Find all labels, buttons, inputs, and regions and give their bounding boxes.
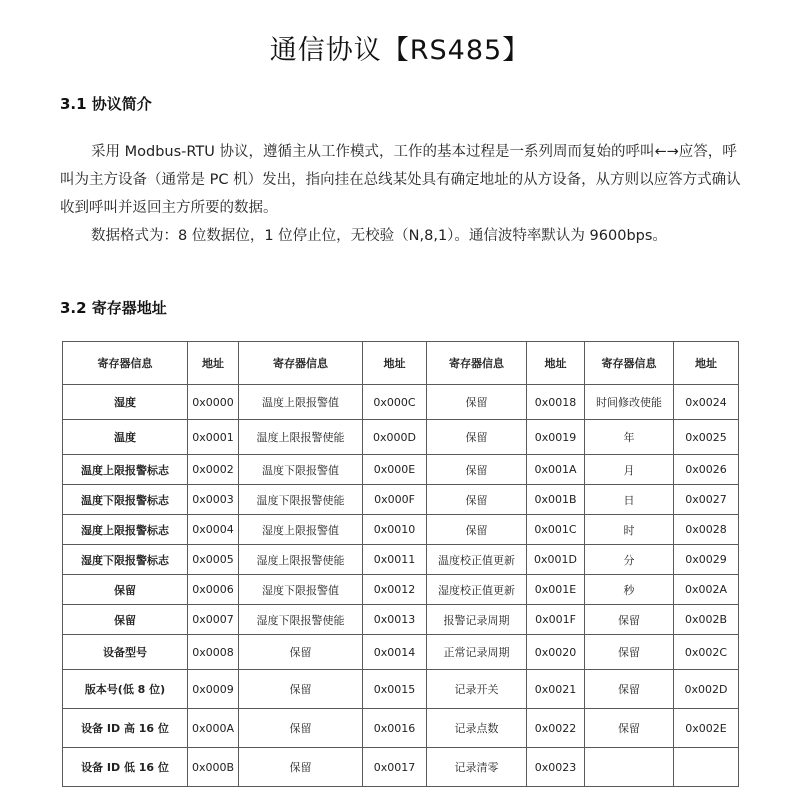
register-address-cell: 0x001D [527,545,585,575]
register-address-cell: 0x002B [674,605,739,635]
table-row [63,635,739,670]
table-row [63,420,739,455]
header-register-info: 寄存器信息 [427,342,527,385]
register-name-cell: 温度 [63,420,188,455]
register-address-cell: 0x0003 [188,485,239,515]
register-address-cell: 0x0024 [674,385,739,420]
register-address-cell: 0x000B [188,748,239,787]
table-row [63,605,739,635]
register-address-cell: 0x0000 [188,385,239,420]
register-address-cell: 0x002D [674,670,739,709]
register-address-cell: 0x001C [527,515,585,545]
register-name-cell: 温度上限报警值 [239,385,363,420]
header-address: 地址 [188,342,239,385]
register-name-cell: 温度下限报警使能 [239,485,363,515]
register-address-cell: 0x0016 [363,709,427,748]
register-name-cell: 湿度上限报警值 [239,515,363,545]
register-name-cell: 保留 [585,709,674,748]
register-address-cell: 0x0008 [188,635,239,670]
table-row [63,455,739,485]
register-address-cell: 0x0006 [188,575,239,605]
section-heading-register-address: 3.2 寄存器地址 [60,299,167,317]
register-name-cell: 保留 [239,635,363,670]
register-name-cell: 保留 [63,575,188,605]
header-address: 地址 [674,342,739,385]
register-address-cell: 0x001F [527,605,585,635]
header-register-info: 寄存器信息 [239,342,363,385]
register-name-cell: 湿度上限报警标志 [63,515,188,545]
register-address-cell: 0x0029 [674,545,739,575]
register-name-cell: 温度校正值更新 [427,545,527,575]
register-name-cell: 记录开关 [427,670,527,709]
table-row [63,670,739,709]
register-name-cell: 湿度上限报警使能 [239,545,363,575]
register-address-cell: 0x0009 [188,670,239,709]
register-address-cell: 0x0022 [527,709,585,748]
register-address-cell: 0x0019 [527,420,585,455]
register-name-cell [585,748,674,787]
table-row [63,485,739,515]
register-address-cell: 0x0007 [188,605,239,635]
register-name-cell: 报警记录周期 [427,605,527,635]
register-name-cell: 湿度下限报警使能 [239,605,363,635]
page-title: 通信协议【RS485】 [269,35,531,66]
register-address-cell: 0x0021 [527,670,585,709]
register-name-cell: 保留 [585,670,674,709]
register-address-cell: 0x0011 [363,545,427,575]
register-address-cell: 0x0001 [188,420,239,455]
register-address-cell: 0x0018 [527,385,585,420]
register-name-cell: 分 [585,545,674,575]
register-address-cell: 0x0004 [188,515,239,545]
register-name-cell: 设备 ID 高 16 位 [63,709,188,748]
table-row [63,575,739,605]
register-name-cell: 年 [585,420,674,455]
register-address-cell: 0x0025 [674,420,739,455]
register-address-cell [674,748,739,787]
table-row [63,515,739,545]
data-format-paragraph: 数据格式为：8 位数据位，1 位停止位，无校验（N,8,1）。通信波特率默认为 9600bps。 [91,228,667,244]
register-address-cell: 0x002A [674,575,739,605]
register-name-cell: 温度上限报警使能 [239,420,363,455]
register-address-cell: 0x000F [363,485,427,515]
register-name-cell: 记录清零 [427,748,527,787]
register-address-cell: 0x0028 [674,515,739,545]
register-name-cell: 保留 [427,455,527,485]
register-address-cell: 0x0015 [363,670,427,709]
register-address-cell: 0x0013 [363,605,427,635]
register-address-cell: 0x000E [363,455,427,485]
register-address-cell: 0x0020 [527,635,585,670]
register-address-cell: 0x0027 [674,485,739,515]
table-row [63,709,739,748]
register-name-cell: 湿度下限报警值 [239,575,363,605]
header-register-info: 寄存器信息 [585,342,674,385]
register-name-cell: 温度下限报警标志 [63,485,188,515]
register-address-cell: 0x0010 [363,515,427,545]
register-name-cell: 保留 [427,420,527,455]
header-address: 地址 [363,342,427,385]
register-name-cell: 保留 [585,605,674,635]
register-name-cell: 版本号(低 8 位) [63,670,188,709]
register-name-cell: 湿度校正值更新 [427,575,527,605]
register-name-cell: 日 [585,485,674,515]
register-name-cell: 保留 [239,670,363,709]
register-name-cell: 保留 [239,709,363,748]
register-address-cell: 0x0023 [527,748,585,787]
register-address-cell: 0x000A [188,709,239,748]
section-heading-protocol-intro: 3.1 协议简介 [60,95,152,113]
register-name-cell: 记录点数 [427,709,527,748]
register-name-cell: 保留 [63,605,188,635]
register-address-cell: 0x000D [363,420,427,455]
register-address-table [62,341,739,787]
register-address-cell: 0x001A [527,455,585,485]
table-row [63,385,739,420]
table-header-row [63,342,739,385]
register-address-cell: 0x0002 [188,455,239,485]
register-name-cell: 保留 [239,748,363,787]
register-address-cell: 0x001B [527,485,585,515]
register-name-cell: 秒 [585,575,674,605]
register-address-cell: 0x0017 [363,748,427,787]
table-row [63,748,739,787]
register-address-cell: 0x0005 [188,545,239,575]
register-name-cell: 月 [585,455,674,485]
register-name-cell: 保留 [427,385,527,420]
register-address-cell: 0x002C [674,635,739,670]
register-name-cell: 湿度下限报警标志 [63,545,188,575]
register-address-cell: 0x000C [363,385,427,420]
register-name-cell: 温度下限报警值 [239,455,363,485]
register-address-cell: 0x0012 [363,575,427,605]
register-address-cell: 0x001E [527,575,585,605]
header-address: 地址 [527,342,585,385]
protocol-description-paragraph: 采用 Modbus-RTU 协议，遵循主从工作模式，工作的基本过程是一系列周而复始的呼叫←→应答，呼叫为主方设备（通常是 PC 机）发出，指向挂在总线某处具有确定地址的从方设备，从方则以应答方式确认收到呼叫并返回主方所要的数据。 [60,144,741,216]
register-address-cell: 0x002E [674,709,739,748]
register-name-cell: 保留 [427,485,527,515]
register-address-cell: 0x0014 [363,635,427,670]
table-row [63,545,739,575]
register-name-cell: 温度上限报警标志 [63,455,188,485]
register-name-cell: 正常记录周期 [427,635,527,670]
register-name-cell: 保留 [585,635,674,670]
header-register-info: 寄存器信息 [63,342,188,385]
register-name-cell: 时 [585,515,674,545]
register-address-cell: 0x0026 [674,455,739,485]
register-name-cell: 设备 ID 低 16 位 [63,748,188,787]
register-name-cell: 保留 [427,515,527,545]
register-name-cell: 湿度 [63,385,188,420]
register-name-cell: 设备型号 [63,635,188,670]
register-name-cell: 时间修改使能 [585,385,674,420]
